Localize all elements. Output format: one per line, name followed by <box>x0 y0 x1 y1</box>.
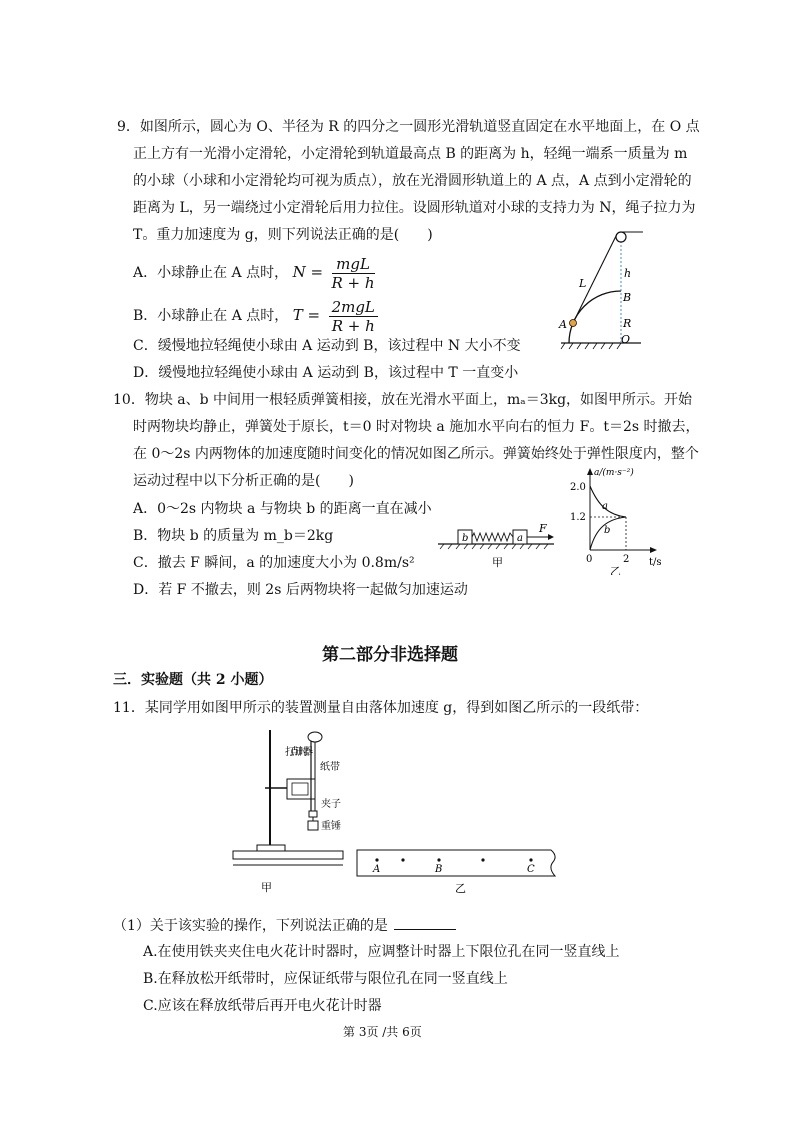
q9-option-b-fraction <box>329 298 378 335</box>
q9-option-c: C．缓慢地拉轻绳使小球由 A 运动到 B，该过程中 N 大小不变 <box>133 338 521 354</box>
q10-force-arrowhead <box>548 534 554 540</box>
q11-yi-dot <box>437 858 440 861</box>
q11-figure-jia <box>225 725 355 895</box>
q10-yi-xtick-0: 0 <box>586 554 593 565</box>
q10-option-d: D．若 F 不撤去，则 2s 后两物块将一起做匀加速运动 <box>133 582 468 598</box>
q11-table-top <box>233 851 343 859</box>
q11-line-1: 11．某同学用如图甲所示的装置测量自由落体加速度 g，得到如图乙所示的一段纸带： <box>113 700 649 716</box>
q9-line-2: 正上方有一光滑小定滑轮，小定滑轮到轨道最高点 B 的距离为 h，轻绳一端系一质量为 m <box>133 146 688 162</box>
q9-option-a <box>133 252 375 293</box>
q11-stand-base <box>257 845 285 851</box>
q11-yi-label-A: A <box>373 864 381 875</box>
q11-weight-label: 重锤 <box>321 821 341 832</box>
q10-yi-ylabel: a/(m·s⁻²) <box>594 468 634 478</box>
q11-yi-label-B: B <box>435 864 443 875</box>
q11-yi-dot <box>401 858 404 861</box>
q9-figure <box>555 225 650 355</box>
q11-yi-dot <box>375 858 378 861</box>
page-footer: 第 3页 /共 6页 <box>343 1025 422 1039</box>
q10-line-1: 10．物块 a、b 中间用一根轻质弹簧相接，放在光滑水平面上，mₐ＝3kg，如图甲所示。开始 <box>113 392 693 408</box>
q9-line-4: 距离为 L，另一端绕过小定滑轮后用力拉住。设圆形轨道对小球的支持力为 N，绳子拉力为 <box>133 200 696 216</box>
q9-label-A: A <box>559 318 567 331</box>
q10-jia-floor-hatch <box>440 544 548 549</box>
q10-line-4: 运动过程中以下分析正确的是( ) <box>133 473 354 489</box>
q10-yi-curve-b-label: b <box>604 525 611 536</box>
q10-option-c: C．撤去 F 瞬间，a 的加速度大小为 0.8m/s² <box>133 555 415 571</box>
q9-ball <box>570 320 577 327</box>
q9-label-O: O <box>621 333 631 346</box>
part2-title: 第二部分非选择题 <box>322 645 458 665</box>
q9-option-b-denominator: R + h <box>331 316 375 335</box>
q10-option-b: B．物块 b 的质量为 m_b＝2kg <box>133 528 334 544</box>
q9-option-d: D．缓慢地拉轻绳使小球由 A 运动到 B，该过程中 T 一直变小 <box>133 365 519 381</box>
q10-line-3: 在 0～2s 内两物体的加速度随时间变化的情况如图乙所示。弹簧始终处于弹性限度内，整个 <box>133 446 699 462</box>
q11-hand <box>308 732 322 742</box>
q9-ground-hatch <box>561 343 621 349</box>
q11-sub1 <box>113 915 456 936</box>
q9-option-b-lhs: T = <box>292 306 321 324</box>
q9-line-1: 9．如图所示，圆心为 O、半径为 R 的四分之一圆形光滑轨道竖直固定在水平地面上，在 O 点 <box>117 119 700 135</box>
q10-yi-xtick-2: 2 <box>623 554 630 565</box>
q11-yi-tape-outline <box>357 850 555 876</box>
q11-yi-caption: 乙 <box>455 882 466 895</box>
q9-option-b-text: B．小球静止在 A 点时， <box>133 308 289 324</box>
q11-yi-dot <box>481 858 484 861</box>
q9-option-a-denominator: R + h <box>331 273 375 292</box>
q9-label-h: h <box>624 267 632 280</box>
q9-label-R: R <box>623 317 632 330</box>
q10-yi-x-arrowhead <box>650 547 657 553</box>
q11-option-a: A.在使用铁夹夹住电火花计时器时，应调整计时器上下限位孔在同一竖直线上 <box>143 944 620 960</box>
q10-yi-xlabel: t/s <box>649 557 662 568</box>
q9-option-a-lhs: N = <box>292 263 324 281</box>
q10-block-b-label: b <box>462 533 469 544</box>
q9-label-L: L <box>579 277 587 290</box>
q9-line-3: 的小球（小球和小定滑轮均可视为质点），放在光滑圆形轨道上的 A 点，A 点到小定滑轮的 <box>133 173 692 189</box>
q10-block-a-label: a <box>517 533 523 544</box>
q11-weight <box>308 821 318 830</box>
q10-jia-caption: 甲 <box>492 556 503 569</box>
q11-yi-label-C: C <box>527 864 535 875</box>
q10-yi-curve-a-label: a <box>602 501 608 512</box>
q9-label-B: B <box>623 291 632 304</box>
q10-yi-curve-a <box>590 486 626 517</box>
q10-spring <box>472 533 513 541</box>
q10-force-label: F <box>539 522 547 535</box>
q9-option-b <box>133 295 378 336</box>
q10-yi-caption: 乙 <box>610 565 621 575</box>
q11-sub1-text: （1）关于该实验的操作，下列说法正确的是 <box>113 918 388 934</box>
section3-heading: 三．实验题（共 2 小题） <box>113 672 273 688</box>
q10-option-a: A．0～2s 内物块 a 与物块 b 的距离一直在减小 <box>133 501 432 517</box>
q10-figure-jia <box>436 518 556 570</box>
q9-option-a-text: A．小球静止在 A 点时， <box>133 265 289 281</box>
q11-jia-caption: 甲 <box>261 881 272 894</box>
q10-line-2: 时两物块均静止，弹簧处于原长，t＝0 时对物块 a 施加水平向右的恒力 F。t＝2s 时撤去， <box>133 419 700 435</box>
q11-option-b: B.在释放松开纸带时，应保证纸带与限位孔在同一竖直线上 <box>143 971 508 987</box>
q11-tape-label: 纸带 <box>320 762 340 773</box>
q11-clip-label: 夹子 <box>321 799 341 810</box>
q9-line-5: T。重力加速度为 g，则下列说法正确的是( ) <box>133 227 433 243</box>
q10-yi-y-arrowhead <box>587 468 593 475</box>
q9-quarter-track <box>569 291 621 343</box>
q10-figure-yi <box>560 465 675 575</box>
q10-yi-ytick-2: 2.0 <box>570 482 586 493</box>
q10-yi-ytick-12: 1.2 <box>570 512 586 523</box>
q9-option-a-fraction <box>332 255 375 292</box>
q9-option-a-numerator: mgL <box>332 255 375 274</box>
q11-timer-label: 打点计时器 <box>285 747 313 758</box>
q11-option-c: C.应该在释放纸带后再开电火花计时器 <box>143 998 382 1014</box>
q11-sub1-answer-blank[interactable] <box>394 915 456 930</box>
q11-figure-yi <box>355 848 565 896</box>
q9-option-b-numerator: 2mgL <box>329 298 378 317</box>
q11-yi-dot <box>529 858 532 861</box>
q11-clip <box>309 811 317 817</box>
q9-pulley <box>616 232 626 242</box>
